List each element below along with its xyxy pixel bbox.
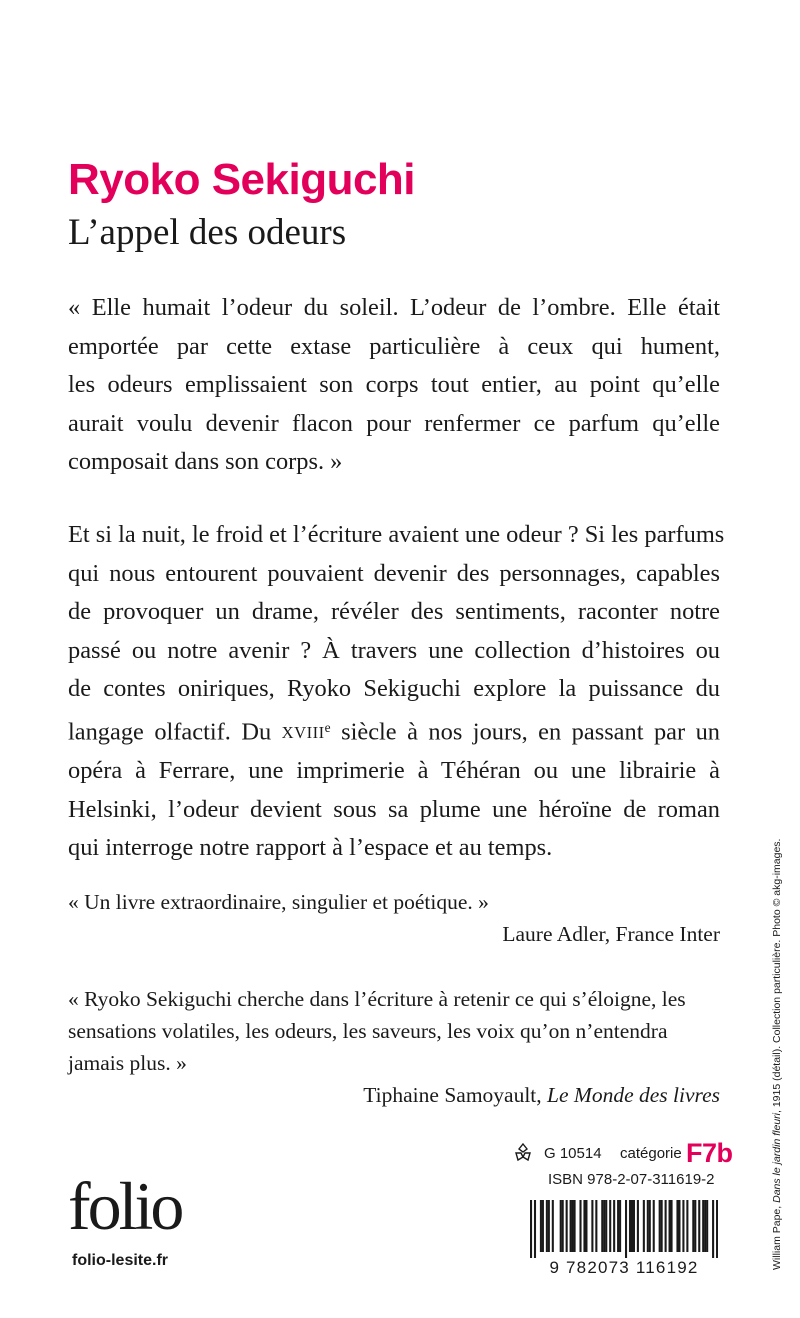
barcode-bar (552, 1200, 554, 1252)
description-line: qui interroge notre rapport à l’espace et au temps. (68, 834, 553, 862)
barcode-bar (579, 1200, 581, 1252)
barcode-bar (585, 1200, 587, 1252)
barcode-bar (546, 1200, 548, 1252)
excerpt-line: les odeurs emplissaient son corps tout entier, au point qu’elle (68, 371, 720, 398)
barcode-bar (686, 1200, 688, 1252)
barcode-bar (566, 1200, 568, 1252)
barcode-bar (704, 1200, 706, 1252)
barcode (530, 1200, 718, 1276)
description-line: de provoquer un drame, révéler des sentiments, raconter notre (68, 598, 720, 625)
barcode-bar (659, 1200, 661, 1252)
description-text: langage olfactif. Du (68, 717, 282, 745)
review-line: « Un livre extraordinaire, singulier et poétique. » (68, 890, 489, 914)
review-quote (68, 983, 720, 1111)
century-numeral: XVIII (281, 722, 325, 742)
barcode-bar (629, 1200, 631, 1252)
product-code-line (512, 1138, 733, 1168)
description-text: siècle à nos jours, en passant par un (330, 717, 720, 745)
barcode-bar (560, 1200, 562, 1252)
review-line: « Ryoko Sekiguchi cherche dans l’écriture à retenir ce qui s’éloigne, les (68, 987, 686, 1011)
barcode-bars (530, 1200, 718, 1258)
author-name: Ryoko Sekiguchi (68, 155, 416, 204)
barcode-bar (605, 1200, 607, 1252)
barcode-bar (570, 1200, 572, 1252)
barcode-bar (574, 1200, 576, 1252)
barcode-bar (665, 1200, 667, 1252)
barcode-bar (653, 1200, 655, 1252)
description-line: Helsinki, l’odeur devient sous sa plume une héroïne de roman (68, 795, 720, 823)
barcode-bar (625, 1200, 627, 1258)
barcode-bar (562, 1200, 564, 1252)
barcode-bar (572, 1200, 574, 1252)
barcode-bar (540, 1200, 542, 1252)
barcode-bar (583, 1200, 585, 1252)
barcode-bar (643, 1200, 645, 1252)
barcode-bar (591, 1200, 593, 1252)
barcode-bar (530, 1200, 532, 1258)
barcode-bar (595, 1200, 597, 1252)
barcode-bar (603, 1200, 605, 1252)
barcode-bar (613, 1200, 615, 1252)
book-description (68, 516, 725, 868)
barcode-bar (671, 1200, 673, 1252)
description-line (68, 709, 720, 753)
description-line: qui nous entourent pouvaient devenir des personnages, capables (68, 559, 720, 587)
century-superscript: e (324, 719, 331, 735)
barcode-bar (542, 1200, 544, 1252)
barcode-bar (678, 1200, 680, 1252)
barcode-bar (698, 1200, 700, 1252)
barcode-bar (712, 1200, 714, 1258)
excerpt-line: aurait voulu devenir flacon pour renfermer ce parfum qu’elle (68, 409, 720, 437)
barcode-bar (631, 1200, 633, 1252)
barcode-bar (647, 1200, 649, 1252)
review-quote (68, 886, 720, 950)
excerpt-line: composait dans son corps. » (68, 448, 343, 475)
barcode-bar (692, 1200, 694, 1252)
review-line: jamais plus. » (68, 1051, 187, 1075)
folio-symbol-icon (512, 1142, 534, 1162)
barcode-bar (637, 1200, 639, 1252)
description-line: passé ou notre avenir ? À travers une collection d’histoires ou (68, 636, 720, 664)
barcode-number: 9 782073 116192 (549, 1258, 699, 1276)
description-line: de contes oniriques, Ryoko Sekiguchi explore la puissance du (68, 675, 720, 702)
barcode-bar (534, 1200, 536, 1258)
barcode-bar (619, 1200, 621, 1252)
barcode-bar (716, 1200, 718, 1258)
barcode-bar (649, 1200, 651, 1252)
barcode-bar (633, 1200, 635, 1252)
excerpt-quote (68, 289, 720, 482)
category-label: catégorie (620, 1145, 682, 1162)
barcode-bar (617, 1200, 619, 1252)
isbn: ISBN 978-2-07-311619-2 (548, 1171, 715, 1188)
barcode-bar (661, 1200, 663, 1252)
review-line: sensations volatiles, les odeurs, les saveurs, les voix qu’on n’entendra (68, 1019, 668, 1043)
barcode-bar (548, 1200, 550, 1252)
barcode-bar (669, 1200, 671, 1252)
description-line: Et si la nuit, le froid et l’écriture avaient une odeur ? Si les parfums (68, 521, 725, 548)
description-line: opéra à Ferrare, une imprimerie à Téhéran ou une librairie à (68, 757, 720, 785)
product-code: G 10514 (544, 1145, 602, 1162)
publisher-website: folio-lesite.fr (72, 1252, 169, 1269)
barcode-bar (676, 1200, 678, 1252)
book-title: L’appel des odeurs (68, 212, 347, 253)
barcode-bar (682, 1200, 684, 1252)
barcode-bar (694, 1200, 696, 1252)
barcode-bar (706, 1200, 708, 1252)
image-credit: William Pape, Dans le jardin fleuri, 1915 (détail). Collection particulière. Photo © akg-images. (771, 838, 783, 1270)
barcode-bar (702, 1200, 704, 1252)
review-attribution: Tiphaine Samoyault, Le Monde des livres (363, 1083, 720, 1107)
barcode-bar (609, 1200, 611, 1252)
barcode-bar (601, 1200, 603, 1252)
excerpt-line: « Elle humait l’odeur du soleil. L’odeur de l’ombre. Elle était (68, 294, 720, 321)
publisher-logo: folio (68, 1168, 182, 1244)
category-value: F7b (686, 1138, 733, 1168)
review-attribution: Laure Adler, France Inter (502, 922, 720, 946)
excerpt-line: emportée par cette extase particulière à ceux qui hument, (68, 332, 720, 360)
